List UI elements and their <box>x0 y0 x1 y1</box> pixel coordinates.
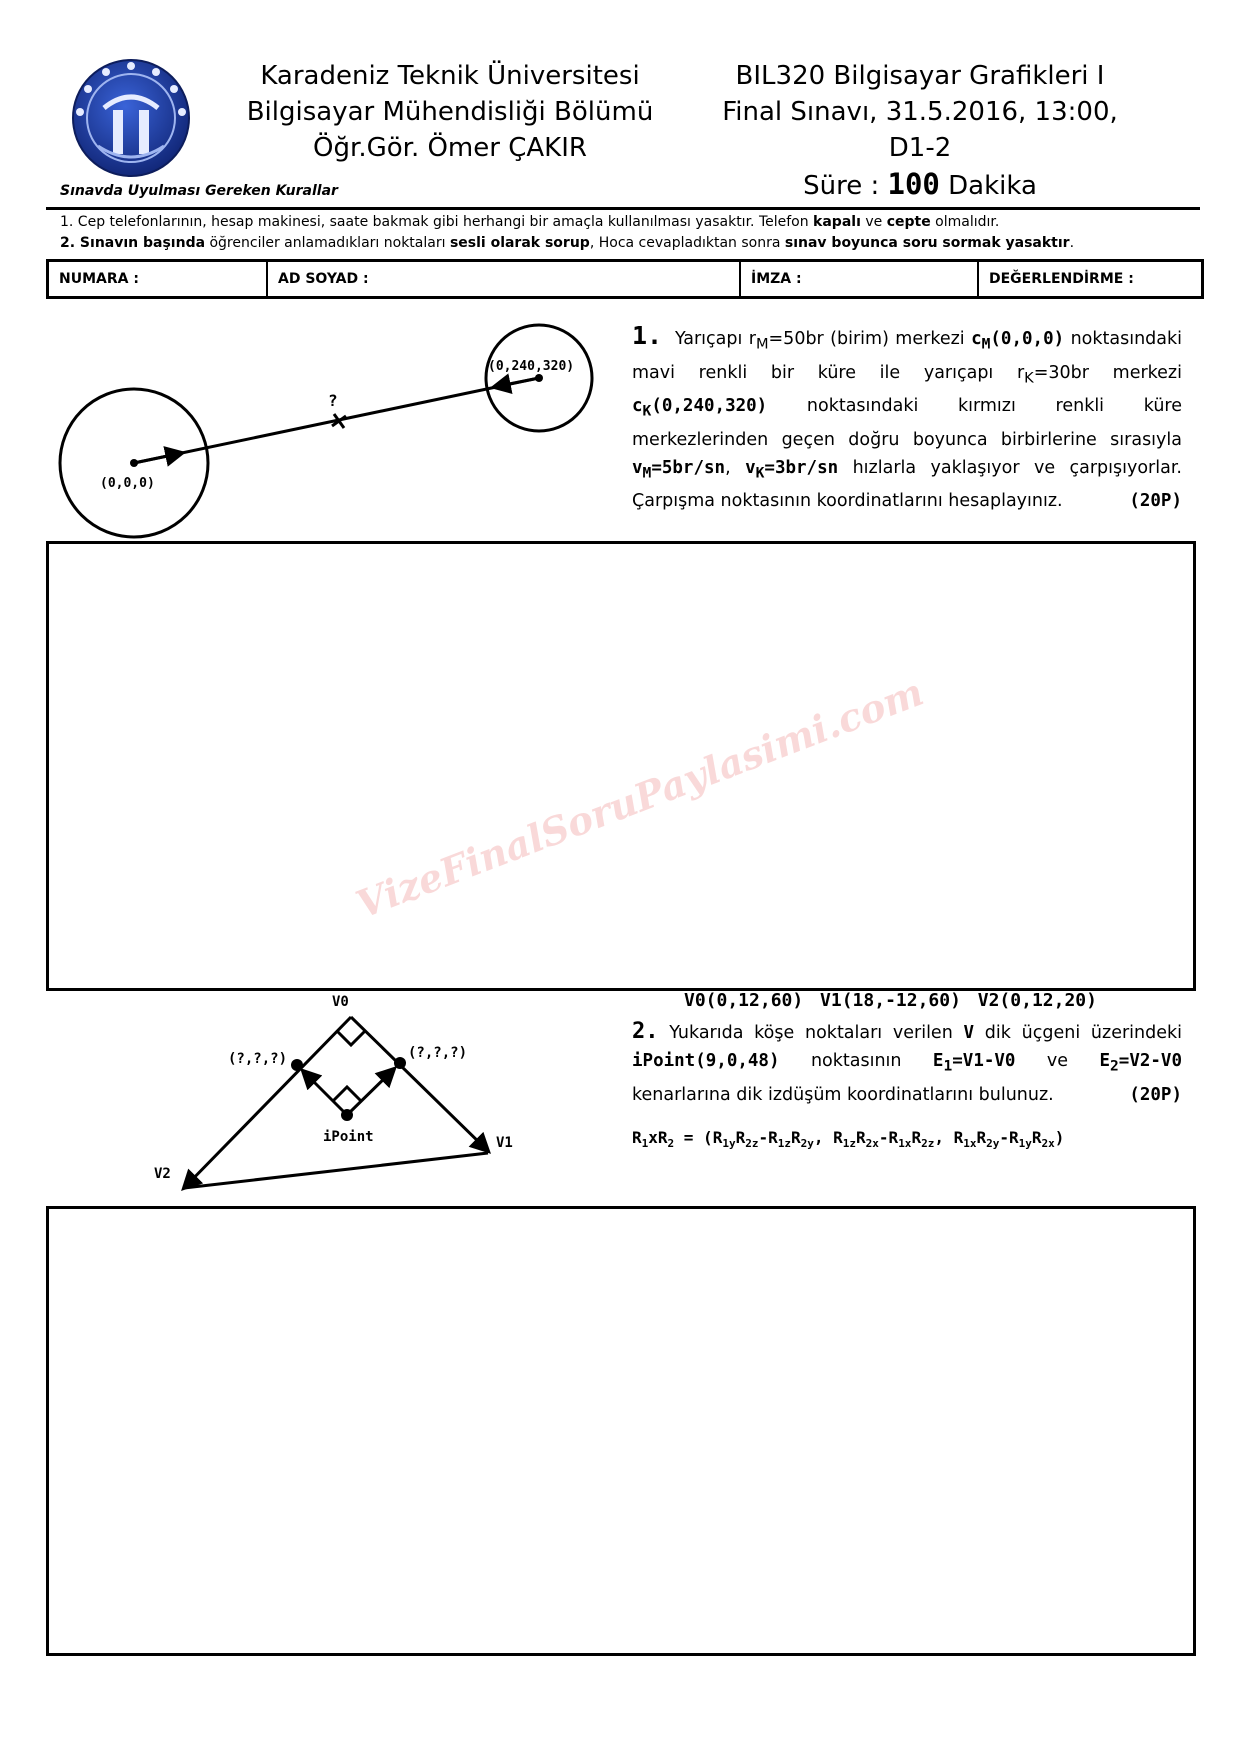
q1-cm-sub: M <box>981 335 991 353</box>
target-label: (0,240,320) <box>488 359 575 374</box>
rule-2-text: öğrenciler anlamadıkları noktaları <box>205 235 450 251</box>
q1-number: 1. <box>632 321 663 350</box>
watermark: VizeFinalSoruPaylasimi.com <box>350 668 930 928</box>
f-fs: 2x <box>865 1137 879 1151</box>
q2-vertices: V0(0,12,60) V1(18,-12,60) V2(0,12,20) <box>684 990 1097 1011</box>
f-lhs1: R <box>632 1128 642 1147</box>
f-es: 1z <box>842 1137 857 1151</box>
q2-t3: noktasının <box>779 1051 933 1071</box>
q1-vm-val: =5br/sn <box>651 457 726 478</box>
unknown-left-label: (?,?,?) <box>228 1051 288 1067</box>
f-js: 2y <box>986 1137 1000 1151</box>
q2-e1-val: =V1-V0 <box>952 1051 1016 1071</box>
f-i: R <box>953 1128 964 1147</box>
duration-label: Süre : <box>803 171 880 201</box>
q1-cm-val: (0,0,0) <box>990 329 1065 349</box>
f-a: R <box>712 1128 723 1147</box>
duration <box>700 166 1140 204</box>
q2-points: (20P) <box>1129 1084 1182 1105</box>
f-h: R <box>911 1128 922 1147</box>
f-end: ) <box>1054 1128 1065 1147</box>
f-d: R <box>790 1128 801 1147</box>
f-j: R <box>976 1128 987 1147</box>
q1-ck-sub: K <box>642 402 652 420</box>
q2-t1: Yukarıda köşe noktaları verilen <box>669 1023 964 1043</box>
rule-1-bold-2: cepte <box>886 214 931 230</box>
rule-2-bold-2: sesli olarak sorup <box>449 235 590 251</box>
exam-info: Final Sınavı, 31.5.2016, 13:00, D1-2 <box>722 97 1118 163</box>
q1-t6: , <box>725 457 746 478</box>
f-b: R <box>735 1128 746 1147</box>
q1-t1-sub: M <box>755 335 769 353</box>
imza-field[interactable]: İMZA : <box>741 262 979 296</box>
right-angle-ipoint <box>333 1087 361 1101</box>
q1-points: (20P) <box>1129 491 1182 511</box>
q2-e1: E <box>932 1051 944 1071</box>
origin-label: (0,0,0) <box>100 476 155 491</box>
rule-2-bold-3: sınav boyunca soru sormak yasaktır <box>784 235 1070 251</box>
q1-t3: noktasındaki mavi renkli bir küre ile yarıçapı r <box>632 329 1182 383</box>
f-lhs1s: 1 <box>641 1137 649 1151</box>
q1-text <box>632 322 1182 515</box>
student-info-table <box>46 259 1204 299</box>
q1-ck-val: (0,240,320) <box>651 396 768 416</box>
f-bs: 2z <box>745 1137 759 1151</box>
duration-value: 100 <box>887 167 940 201</box>
q1-t4: =30br merkezi <box>1033 362 1182 383</box>
q1-vm: v <box>632 457 643 478</box>
v2-label: V2 <box>154 1166 171 1182</box>
numara-field[interactable]: NUMARA : <box>49 262 268 296</box>
proj-point-left <box>291 1059 303 1071</box>
duration-unit: Dakika <box>948 171 1037 201</box>
q1-t1: Yarıçapı r <box>674 329 756 349</box>
q1-diagram <box>56 318 616 543</box>
q1-vk-sub: K <box>755 464 765 481</box>
q1-vk: v <box>745 457 756 478</box>
rule-1 <box>60 214 999 230</box>
unknown-right-label: (?,?,?) <box>408 1045 468 1061</box>
q1-ck: c <box>632 396 643 416</box>
f-lhs2s: 2 <box>667 1137 675 1151</box>
ad-soyad-field[interactable]: AD SOYAD : <box>268 262 741 296</box>
exam-header <box>700 58 1140 204</box>
f-x: xR <box>648 1128 668 1147</box>
ipoint-dot <box>341 1109 353 1121</box>
f-e: R <box>833 1128 843 1147</box>
f-hs: 2z <box>921 1137 935 1151</box>
f-gs: 1x <box>898 1137 912 1151</box>
degerlendirme-field[interactable]: DEĞERLENDİRME : <box>989 271 1134 287</box>
university-name: Karadeniz Teknik Üniversitesi <box>260 61 640 91</box>
q2-e2-sub: 2 <box>1110 1057 1119 1075</box>
rule-1-text-3: olmalıdır. <box>930 214 1000 230</box>
rule-1-text: 1. Cep telefonlarının, hesap makinesi, saate bakmak gibi herhangi bir amaçla kullanılması yasaktır. Telefon <box>60 214 814 230</box>
department-name: Bilgisayar Mühendisliği Bölümü <box>246 97 654 127</box>
rule-2 <box>60 235 1074 251</box>
edge-v0-v2 <box>184 1017 351 1188</box>
center-k-dot <box>535 374 543 382</box>
q2-ipoint: iPoint(9,0,48) <box>632 1051 780 1071</box>
f-k: -R <box>999 1128 1019 1147</box>
q1-t7: hızlarla yaklaşıyor ve çarpışıyorlar. Çarpışma noktasının koordinatlarını hesaplayınız. <box>632 457 1182 511</box>
proj-point-right <box>394 1057 406 1069</box>
f-ks: 1y <box>1018 1137 1032 1151</box>
q1-t5: noktasındaki kırmızı renkli küre merkezlerinden geçen doğru boyunca birbirlerine sırasıyla <box>632 396 1182 450</box>
rule-2-text-2: , Hoca cevapladıktan sonra <box>589 235 785 251</box>
rule-1-text-2: ve <box>860 214 887 230</box>
right-angle-v0 <box>337 1031 365 1045</box>
rule-2-text-3: . <box>1069 235 1075 251</box>
f-ls: 2x <box>1041 1137 1055 1151</box>
f-g: -R <box>878 1128 899 1147</box>
q2-v: V <box>963 1023 975 1043</box>
q1-cm: c <box>971 329 982 349</box>
course-title: BIL320 Bilgisayar Grafikleri I <box>735 61 1105 91</box>
q2-t4: ve <box>1015 1051 1100 1071</box>
q1-vm-sub: M <box>642 464 652 481</box>
f-sep1: , <box>813 1128 834 1147</box>
university-header <box>240 58 660 166</box>
q2-e1-sub: 1 <box>943 1057 953 1075</box>
q2-t5: kenarlarına dik izdüşüm koordinatlarını bulunuz. <box>632 1084 1054 1105</box>
f-sep2: , <box>934 1128 954 1147</box>
q1-answer-box[interactable] <box>46 541 1196 991</box>
v1-label: V1 <box>496 1135 513 1151</box>
f-cs: 1z <box>777 1137 791 1151</box>
q1-t3-sub: K <box>1024 369 1034 386</box>
q2-answer-box[interactable] <box>46 1206 1196 1656</box>
q2-t2: dik üçgeni üzerindeki <box>974 1023 1182 1043</box>
header-divider <box>46 207 1200 210</box>
f-c: -R <box>758 1128 778 1147</box>
q2-diagram <box>140 990 540 1200</box>
rules-title: Sınavda Uyulması Gereken Kurallar <box>60 183 338 199</box>
edge-v2-v1 <box>184 1153 488 1188</box>
q1-vk-val: =3br/sn <box>764 457 839 478</box>
f-is: 1x <box>963 1137 977 1151</box>
center-m-dot <box>130 459 138 467</box>
f-f: R <box>856 1128 866 1147</box>
cross-product-formula <box>632 1128 1064 1150</box>
f-ds: 2y <box>800 1137 814 1151</box>
q2-e2: E <box>1099 1051 1110 1071</box>
f-l: R <box>1031 1128 1042 1147</box>
rule-1-bold-1: kapalı <box>813 214 861 230</box>
q1-t2: =50br (birim) merkezi <box>768 329 972 349</box>
f-eq: = ( <box>674 1128 713 1147</box>
q2-e2-val: =V2-V0 <box>1118 1051 1182 1071</box>
v0-label: V0 <box>332 994 349 1010</box>
university-logo <box>68 56 194 180</box>
q2-text <box>632 1018 1182 1109</box>
rule-2-bold-1: 2. Sınavın başında <box>60 235 206 251</box>
instructor-name: Öğr.Gör. Ömer ÇAKIR <box>313 133 587 163</box>
f-as: 1y <box>722 1137 736 1151</box>
q2-number: 2. <box>632 1019 659 1044</box>
ipoint-label: iPoint <box>323 1129 374 1145</box>
collision-unknown-label: ? <box>328 391 338 410</box>
